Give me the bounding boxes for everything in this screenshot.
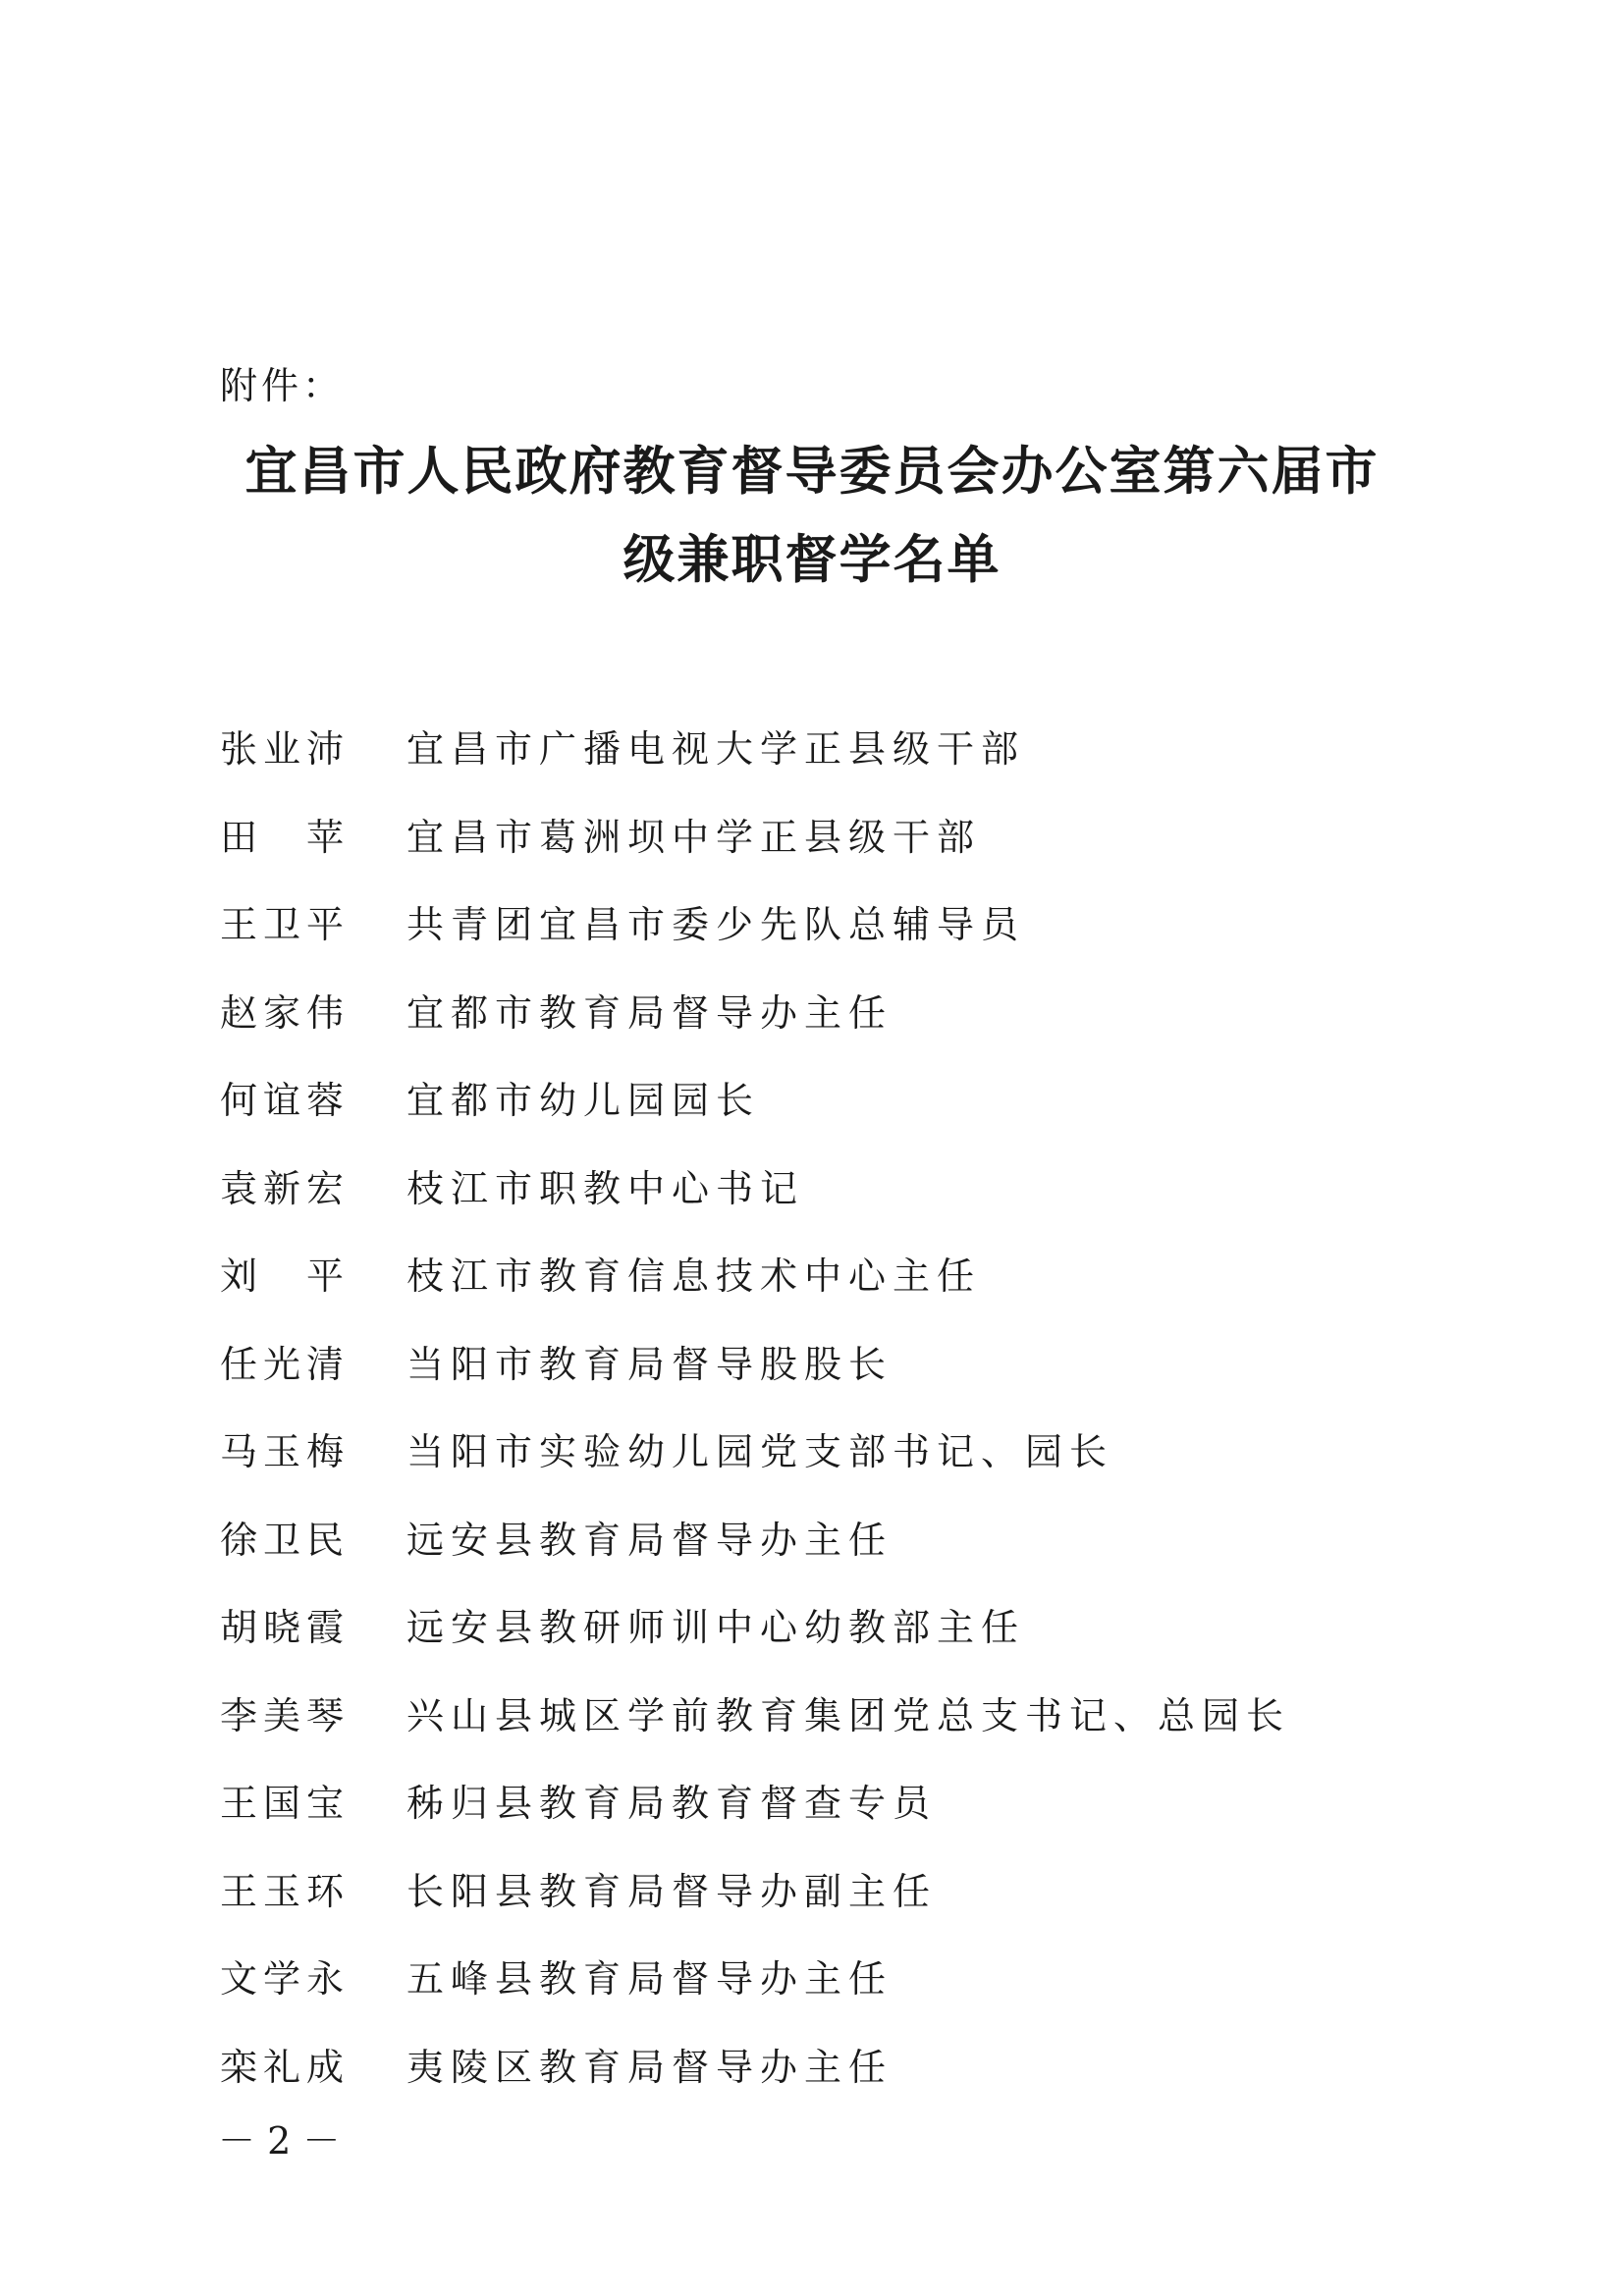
- list-item: [220, 1053, 1496, 1142]
- list-item: [220, 1493, 1496, 1581]
- list-item: [220, 790, 1496, 879]
- member-name: 王国宝: [220, 1782, 351, 1826]
- member-post: 秭归县教育局教育督查专员: [406, 1782, 938, 1826]
- member-name: 袁新宏: [220, 1166, 351, 1210]
- member-post: 枝江市教育信息技术中心主任: [406, 1255, 982, 1299]
- list-item: [220, 1142, 1496, 1230]
- member-name: 张业沛: [220, 727, 351, 772]
- member-post: 远安县教研师训中心幼教部主任: [406, 1606, 1026, 1650]
- list-item: [220, 1669, 1496, 1757]
- member-name: 文学永: [220, 1957, 351, 2002]
- list-item: [220, 1844, 1496, 1933]
- member-post: 夷陵区教育局督导办主任: [406, 2045, 893, 2089]
- member-name: 刘 平: [220, 1255, 351, 1299]
- member-post: 五峰县教育局督导办主任: [406, 1957, 893, 2002]
- list-item: [220, 1317, 1496, 1406]
- member-name: 赵家伟: [220, 990, 351, 1035]
- attachment-label: 附件：: [220, 364, 345, 407]
- list-item: [220, 1932, 1496, 2020]
- member-post: 宜昌市广播电视大学正县级干部: [406, 727, 1026, 772]
- list-item: [220, 1756, 1496, 1844]
- member-post: 当阳市实验幼儿园党支部书记、园长: [406, 1430, 1114, 1474]
- member-post: 枝江市职教中心书记: [406, 1166, 805, 1210]
- member-post: 远安县教育局督导办主任: [406, 1518, 893, 1562]
- member-name: 王卫平: [220, 903, 351, 947]
- member-post: 长阳县教育局督导办副主任: [406, 1869, 938, 1913]
- title-line-2: 级兼职督学名单: [623, 529, 1001, 590]
- list-item: [220, 2020, 1496, 2109]
- list-item: [220, 702, 1496, 790]
- list-item: [220, 1580, 1496, 1669]
- member-name: 任光清: [220, 1342, 351, 1386]
- member-post: 宜都市幼儿园园长: [406, 1079, 761, 1123]
- member-name: 徐卫民: [220, 1518, 351, 1562]
- roster-list: [220, 702, 1496, 2108]
- member-post: 宜昌市葛洲坝中学正县级干部: [406, 815, 982, 859]
- list-item: [220, 1405, 1496, 1493]
- member-name: 李美琴: [220, 1693, 351, 1737]
- member-name: 马玉梅: [220, 1430, 351, 1474]
- document-title: [0, 427, 1624, 604]
- member-name: 何谊蓉: [220, 1079, 351, 1123]
- member-name: 田 苹: [220, 815, 351, 859]
- list-item: [220, 966, 1496, 1054]
- member-post: 宜都市教育局督导办主任: [406, 990, 893, 1035]
- list-item: [220, 1229, 1496, 1317]
- member-name: 栾礼成: [220, 2045, 351, 2089]
- member-name: 胡晓霞: [220, 1606, 351, 1650]
- page-number: － 2 －: [218, 2119, 341, 2163]
- member-post: 共青团宜昌市委少先队总辅导员: [406, 903, 1026, 947]
- title-line-1: 宜昌市人民政府教育督导委员会办公室第六届市: [244, 441, 1380, 502]
- member-post: 兴山县城区学前教育集团党总支书记、总园长: [406, 1693, 1291, 1737]
- list-item: [220, 878, 1496, 966]
- member-name: 王玉环: [220, 1869, 351, 1913]
- member-post: 当阳市教育局督导股股长: [406, 1342, 893, 1386]
